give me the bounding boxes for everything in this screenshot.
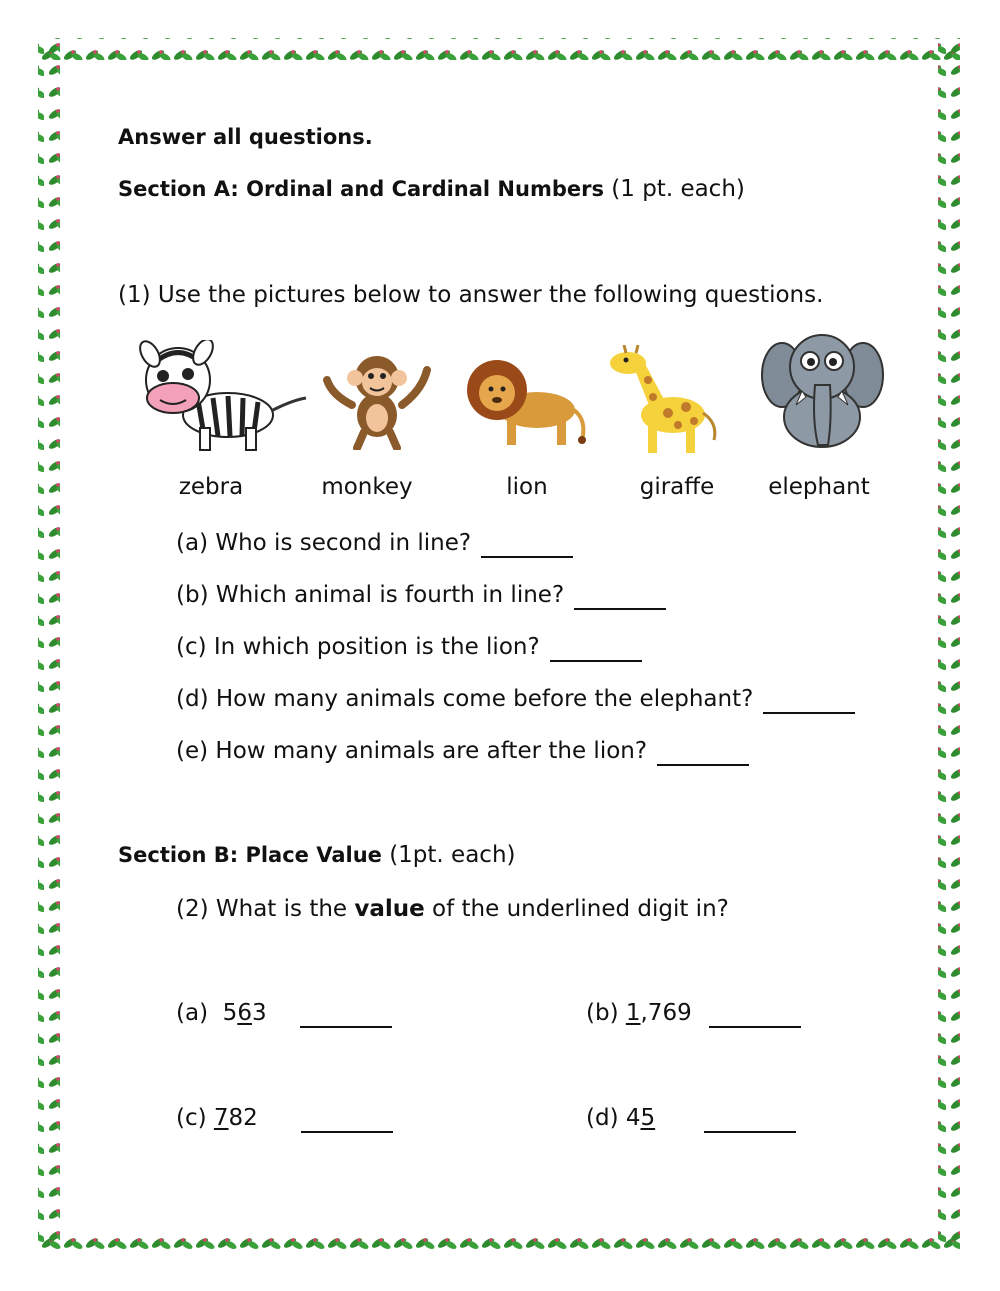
question-2: (2) What is the value of the underlined digit in? <box>176 896 729 922</box>
question-1: (1) Use the pictures below to answer the following questions. <box>118 282 824 308</box>
elephant-picture <box>760 325 885 455</box>
answer-blank[interactable] <box>481 534 573 558</box>
underlined-digit: 6 <box>237 1000 252 1026</box>
underlined-digit: 5 <box>640 1105 656 1131</box>
animal-label-monkey: monkey <box>321 474 413 500</box>
animal-label-zebra: zebra <box>178 474 244 500</box>
section-b-points: (1pt. each) <box>389 842 516 868</box>
subquestion-b: (b) Which animal is fourth in line? <box>176 580 666 610</box>
answer-blank[interactable] <box>301 1109 393 1133</box>
answer-blank[interactable] <box>550 638 642 662</box>
section-a-title: Section A: Ordinal and Cardinal Numbers <box>118 177 604 201</box>
section-a-heading <box>118 174 745 204</box>
subquestion-d: (d) How many animals come before the elephant? <box>176 684 855 714</box>
section-a-points: (1 pt. each) <box>611 176 745 202</box>
place-value-item-c: (c) 782 <box>176 1103 393 1133</box>
answer-blank[interactable] <box>704 1109 796 1133</box>
underlined-digit: 7 <box>213 1105 229 1131</box>
lion-picture <box>462 355 592 450</box>
animal-label-giraffe: giraffe <box>639 474 715 500</box>
place-value-item-a: (a) 563 <box>176 998 392 1028</box>
giraffe-picture <box>598 345 723 455</box>
answer-blank[interactable] <box>300 1004 392 1028</box>
monkey-picture <box>322 350 437 450</box>
place-value-item-d: (d) 45 <box>586 1103 796 1133</box>
subquestion-c: (c) In which position is the lion? <box>176 632 642 662</box>
subquestion-a: (a) Who is second in line? <box>176 528 573 558</box>
underlined-digit: 1 <box>625 1000 641 1026</box>
answer-blank[interactable] <box>657 742 749 766</box>
section-b-title: Section B: Place Value <box>118 843 382 867</box>
animal-label-lion: lion <box>506 474 548 500</box>
instructions: Answer all questions. <box>118 125 373 149</box>
subquestion-e: (e) How many animals are after the lion? <box>176 736 749 766</box>
place-value-item-b: (b) 1,769 <box>586 998 801 1028</box>
answer-blank[interactable] <box>574 586 666 610</box>
zebra-picture <box>118 340 308 455</box>
answer-blank[interactable] <box>709 1004 801 1028</box>
answer-blank[interactable] <box>763 690 855 714</box>
section-b-heading <box>118 840 516 870</box>
animal-label-elephant: elephant <box>768 474 870 500</box>
